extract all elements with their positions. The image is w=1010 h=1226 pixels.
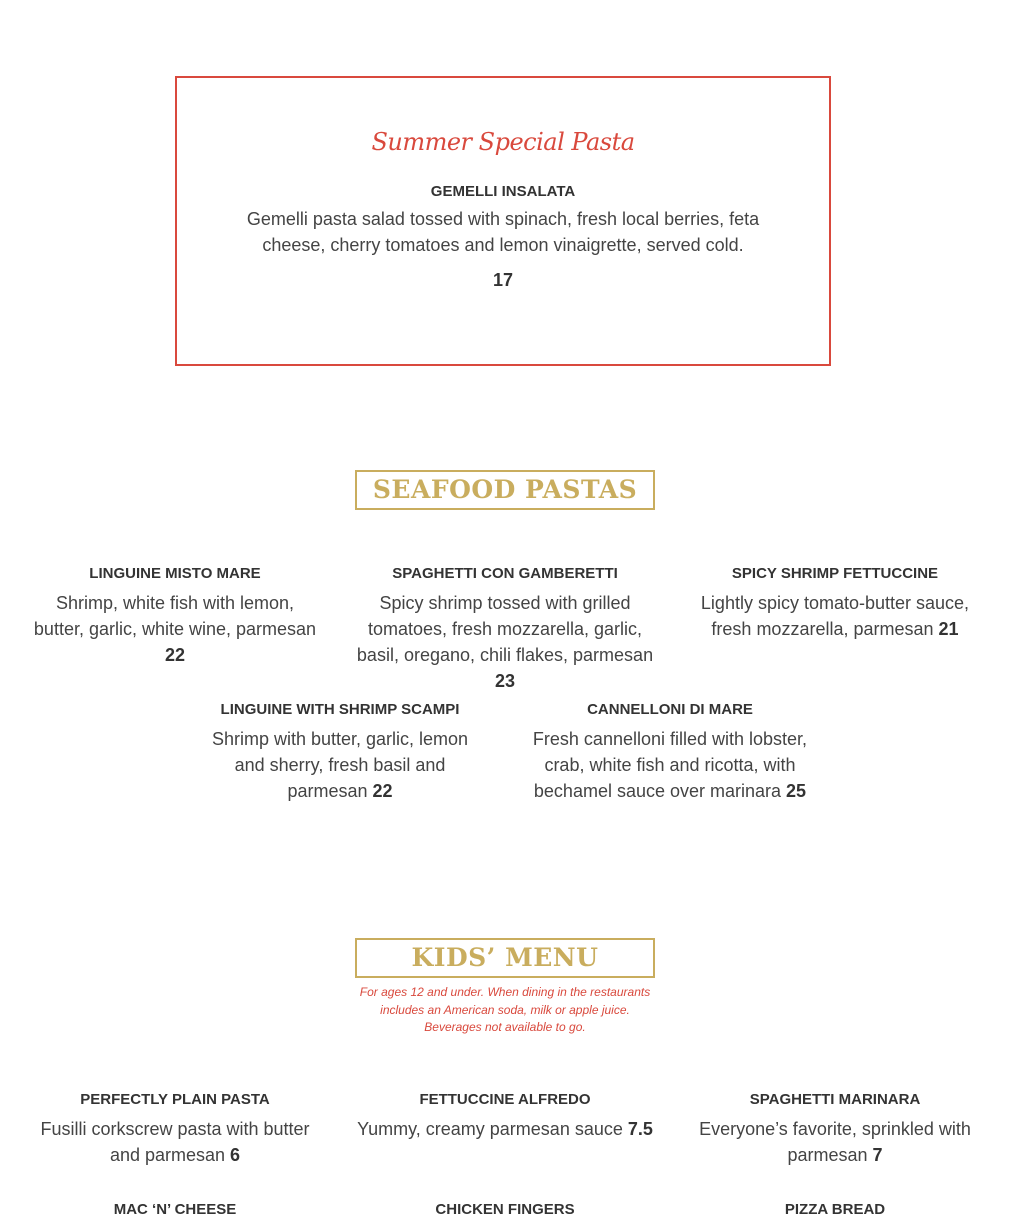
item-name: MAC ‘N’ CHEESE: [113, 1201, 237, 1218]
summer-special-box: [175, 76, 831, 366]
seafood-pastas-heading: SEAFOOD PASTAS: [355, 470, 655, 510]
menu-item-spicy-shrimp-fettuccine: [690, 564, 980, 642]
item-price: 21: [938, 619, 959, 639]
item-description-text: Shrimp with butter, garlic, lemon and sherry, fresh basil and parmesan: [211, 729, 469, 801]
item-price: 7.5: [627, 1119, 653, 1139]
menu-item-perfectly-plain-pasta: [30, 1090, 320, 1168]
item-description: [690, 1116, 980, 1168]
kids-menu-heading: KIDS’ MENU: [355, 938, 655, 978]
menu-item-spaghetti-con-gamberetti: [350, 564, 660, 694]
item-price: 22: [372, 781, 393, 801]
kids-note-line: includes an American soda, milk or apple juice.: [380, 1002, 630, 1017]
item-description-text: Yummy, creamy parmesan sauce: [357, 1119, 623, 1139]
item-price: 23: [494, 671, 516, 691]
item-name: PERFECTLY PLAIN PASTA: [80, 1091, 270, 1108]
item-description: [200, 726, 480, 804]
item-name: CHICKEN FINGERS: [435, 1201, 575, 1218]
item-description-text: Fresh cannelloni filled with lobster, crab, white fish and ricotta, with bechamel sauce over marinara: [532, 729, 808, 801]
item-name: SPICY SHRIMP FETTUCCINE: [731, 565, 939, 582]
item-name: SPAGHETTI CON GAMBERETTI: [392, 565, 618, 582]
item-description: [30, 590, 320, 668]
item-description-text: Fusilli corkscrew pasta with butter and parmesan: [40, 1119, 310, 1165]
menu-item-linguine-misto-mare: [30, 564, 320, 668]
summer-special-title: Summer Special Pasta: [371, 128, 635, 156]
menu-item-chicken-fingers: [350, 1200, 660, 1226]
item-description: [350, 1116, 660, 1142]
item-description-text: Everyone’s favorite, sprinkled with parmesan: [699, 1119, 971, 1165]
special-item-name: GEMELLI INSALATA: [430, 183, 576, 200]
item-description: [525, 726, 815, 804]
item-price: 6: [230, 1145, 241, 1165]
item-price: 22: [164, 645, 186, 665]
item-description-text: Shrimp, white fish with lemon, butter, garlic, white wine, parmesan: [33, 593, 317, 639]
item-description-text: Spicy shrimp tossed with grilled tomatoes, fresh mozzarella, garlic, basil, oregano, chili flakes, parmesan: [356, 593, 654, 665]
menu-item-mac-n-cheese: [30, 1200, 320, 1226]
menu-item-linguine-with-shrimp-scampi: [200, 700, 480, 804]
item-name: PIZZA BREAD: [784, 1201, 886, 1218]
menu-item-spaghetti-marinara: [690, 1090, 980, 1168]
item-name: SPAGHETTI MARINARA: [749, 1091, 921, 1108]
item-price: 25: [786, 781, 807, 801]
special-item-price: 17: [492, 270, 514, 290]
kids-menu-note: [330, 984, 680, 1037]
menu-item-cannelloni-di-mare: [525, 700, 815, 804]
item-name: LINGUINE MISTO MARE: [89, 565, 261, 582]
item-name: CANNELLONI DI MARE: [587, 701, 753, 718]
item-description-text: Lightly spicy tomato-butter sauce, fresh mozzarella, parmesan: [700, 593, 970, 639]
kids-note-line: For ages 12 and under. When dining in the restaurants: [359, 985, 651, 999]
item-description: [350, 590, 660, 694]
kids-note-line: Beverages not available to go.: [424, 1020, 586, 1034]
item-name: FETTUCCINE ALFREDO: [419, 1091, 591, 1108]
item-description: [30, 1116, 320, 1168]
item-price: 7: [872, 1145, 883, 1165]
item-name: LINGUINE WITH SHRIMP SCAMPI: [220, 701, 460, 718]
menu-item-pizza-bread: [690, 1200, 980, 1226]
menu-item-fettuccine-alfredo: [350, 1090, 660, 1142]
special-item-description: Gemelli pasta salad tossed with spinach, fresh local berries, feta cheese, cherry tomatoes and lemon vinaigrette, served cold.: [246, 209, 760, 255]
item-description: [690, 590, 980, 642]
